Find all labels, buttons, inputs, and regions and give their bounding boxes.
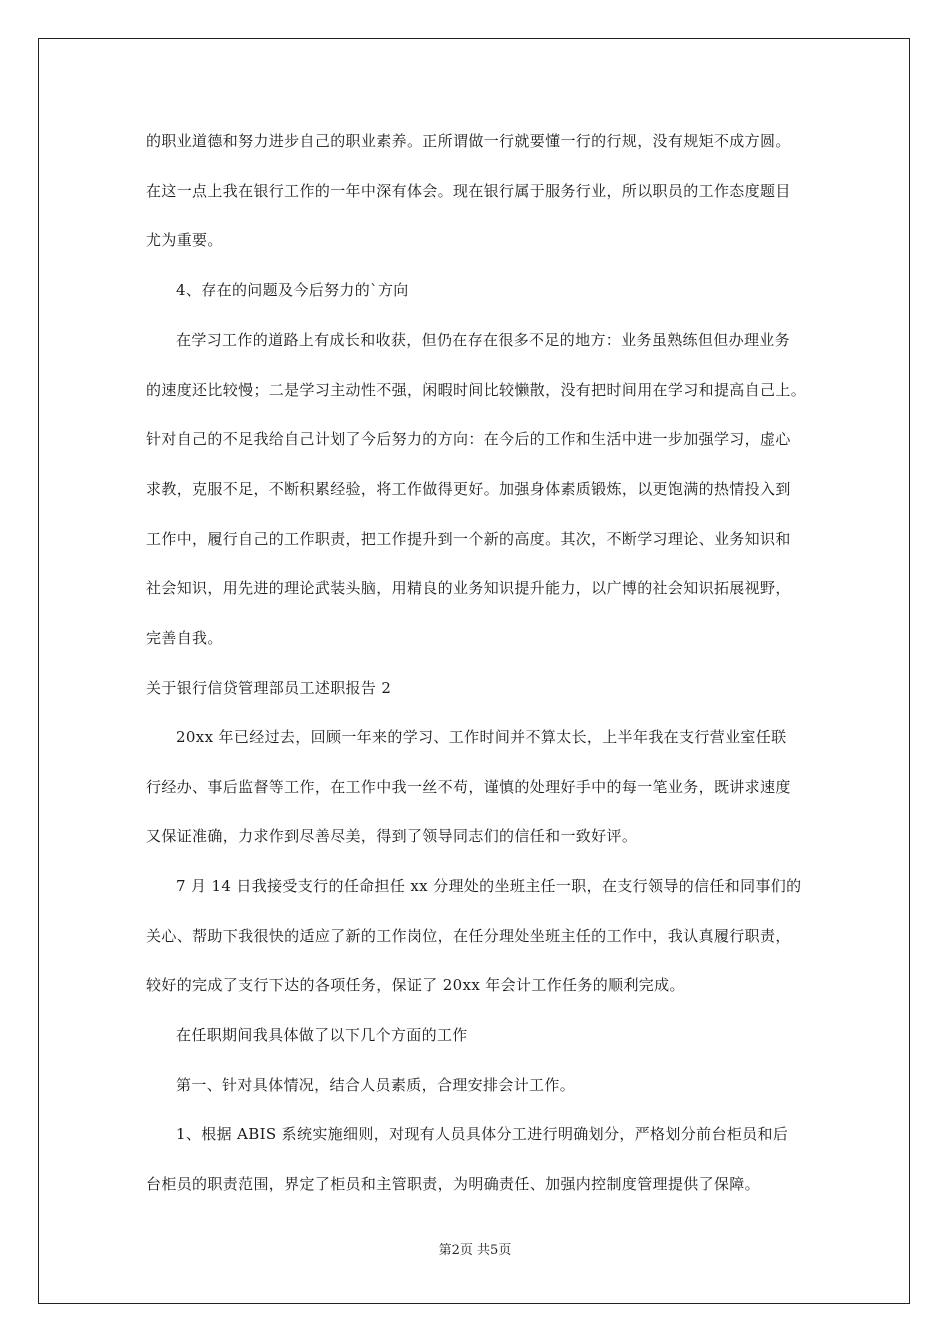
body-text-line: 完善自我。 (146, 629, 223, 647)
body-text-line: 的速度还比较慢；二是学习主动性不强，闲暇时间比较懒散，没有把时间用在学习和提高自己上。 (146, 381, 807, 399)
page-footer: 第2页 共5页 (438, 1243, 512, 1258)
body-text-line: 社会知识，用先进的理论武装头脑，用精良的业务知识提升能力，以广博的社会知识拓展视野， (146, 579, 791, 597)
body-text-line: 又保证准确，力求作到尽善尽美，得到了领导同志们的信任和一致好评。 (146, 827, 638, 845)
body-text-line: 的职业道德和努力进步自己的职业素养。正所谓做一行就要懂一行的行规，没有规矩不成方圆。 (146, 132, 791, 150)
body-text-line: 在这一点上我在银行工作的一年中深有体会。现在银行属于服务行业，所以职员的工作态度题目 (146, 182, 791, 200)
body-text-line: 尤为重要。 (146, 231, 223, 249)
body-text-line: 7 月 14 日我接受支行的任命担任 xx 分理处的坐班主任一职，在支行领导的信任和同事们的 (176, 877, 802, 895)
body-text-line: 关心、帮助下我很快的适应了新的工作岗位，在任分理处坐班主任的工作中，我认真履行职责， (146, 927, 791, 945)
body-text-line: 台柜员的职责范围，界定了柜员和主管职责，为明确责任、加强内控制度管理提供了保障。 (146, 1175, 761, 1193)
body-text-line: 在学习工作的道路上有成长和收获，但仍在存在很多不足的地方：业务虽熟练但但办理业务 (176, 331, 791, 349)
body-text-line: 行经办、事后监督等工作，在工作中我一丝不苟，谨慎的处理好手中的每一笔业务，既讲求速度 (146, 778, 791, 796)
report-title: 关于银行信贷管理部员工述职报告 2 (146, 679, 392, 697)
section-heading: 4、存在的问题及今后努力的`方向 (176, 281, 409, 299)
body-text-line: 20xx 年已经过去，回顾一年来的学习、工作时间并不算太长，上半年我在支行营业室任联 (176, 728, 787, 746)
body-text-line: 第一、针对具体情况，结合人员素质，合理安排会计工作。 (176, 1076, 576, 1094)
body-text-line: 在任职期间我具体做了以下几个方面的工作 (176, 1026, 468, 1044)
body-text-line: 求教，克服不足，不断积累经验，将工作做得更好。加强身体素质锻炼，以更饱满的热情投入到 (146, 480, 791, 498)
body-text-line: 1、根据 ABIS 系统实施细则，对现有人员具体分工进行明确划分，严格划分前台柜员和后 (176, 1125, 789, 1143)
body-text-line: 较好的完成了支行下达的各项任务，保证了 20xx 年会计工作任务的顺利完成。 (146, 976, 685, 994)
body-text-line: 工作中，履行自己的工作职责，把工作提升到一个新的高度。其次，不断学习理论、业务知识和 (146, 530, 791, 548)
page-border (38, 38, 910, 1304)
body-text-line: 针对自己的不足我给自己计划了今后努力的方向：在今后的工作和生活中进一步加强学习，虚心 (146, 430, 791, 448)
